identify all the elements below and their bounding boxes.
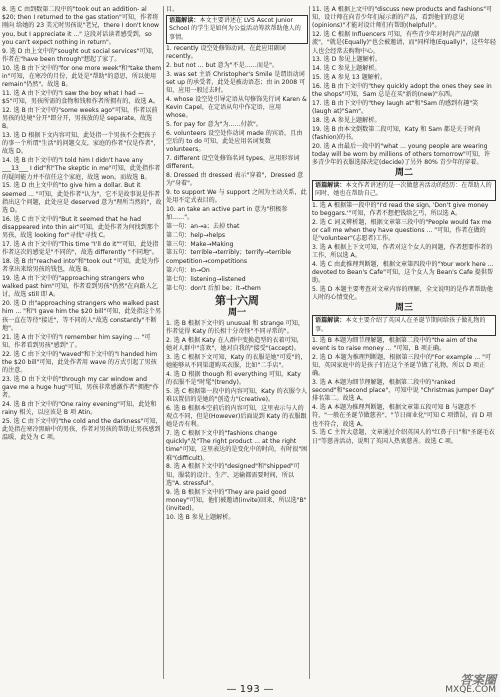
- answer-item: 第三句：Make→Making: [166, 240, 234, 248]
- answer-item: 7. 选 C 根据下文中的"fashions change quickly"及"The right product ... at the right time"可知，这里表达的是变化中的时尚，有时很"困难"(difficult)。: [166, 430, 308, 462]
- answer-item: 1. 选 B 本题为细节理解题，根据第二段中的"the aim of the event is to raise money ... "可知，B 项正确。: [312, 336, 478, 353]
- answer-item: 21. 选 A 由下文中的"I remember him saying ... "可知，作者看到男孩"感到"了。: [2, 333, 151, 349]
- column-divider: [309, 6, 310, 679]
- summary-tag: 语篇解读：: [315, 317, 346, 325]
- answer-item: 20. 选 A 由最后一段中的"what ... young people are wearing today will be worn by millions of others tomorrow"可知，许多青少年的衣服选择决定(decide)了另外 80% 青少年的穿着。: [312, 142, 491, 166]
- answer-item: 11. 选 A 由下文中的"I saw the boy what I had — $5"可知，男孩所需的食物和钱和作者所拥有的，故选 A。: [2, 89, 159, 106]
- answer-list: [312, 6, 496, 167]
- answer-item: 10. an take an active part in 意为"积极参加……"。: [166, 206, 288, 222]
- answer-item: 13. 选 D 参见上题解析。: [312, 56, 381, 64]
- answer-item: 8. Dressed 由 dressed 表示"穿着"，Dressed 意为"身着"。: [166, 172, 304, 188]
- summary-tag: 语篇解读：: [315, 182, 346, 190]
- answer-item: 24. 选 B 由下文中的"One rainy evening"可知，此处和 rainy 相关，以应该是 B 项 Atin。: [2, 401, 157, 417]
- answer-item: 19. 选 A 由下文中的"approaching strangers who walked past him"可知，作者看到男孩"仍然"在向路人乞讨，故选 still 即 A。: [2, 275, 158, 299]
- answer-item: 9. to support We 与 support 之间为主动关系，此处用不定式表目的。: [166, 189, 307, 205]
- answer-item: 5. 选 C 根据第一段中的内容可知，Katy 的衣服令人难以置信的是她的"创造力"(creative)。: [166, 387, 308, 403]
- summary-box: [312, 180, 496, 200]
- answer-item: 18. 选 A 参见上题解析。: [312, 116, 381, 124]
- answer-item: 第七句：don't 后加 be；it→them: [166, 284, 261, 292]
- answer-item: 17. 选 A 由下文中的"This time "I'll do it""可知，此处指作者这次的感觉是"不同的"，故选 differently "不同地"。: [2, 241, 159, 257]
- summary-box: [312, 315, 496, 335]
- answer-item: 20. 选 D 由"approaching strangers who walked past him ... "和"I gave him the $20 bill"可知，此处指这个男孩一直在等待"接近"，等不同的人"故选 constantly"不断地"。: [2, 300, 162, 332]
- answer-item: 1. recently 设空处修饰动词，在此应用副词 recently。: [166, 44, 286, 61]
- summary-box: [166, 15, 308, 44]
- answer-item: 2. 选 A 根据 Katy 在人群中变换造型的衣着可知，她对人群中"喜欢"，她对自我的"接受"(accept)。: [166, 336, 303, 352]
- answer-item: 11. 选 A 根据上文中的"discuss new products and fashions"可知，设计师在向青少年们展示新的产品，看到他们的意见(opinions)"才能对设计师们有帮助(helpful)"。: [312, 6, 493, 30]
- answer-item: 4. whose 设空处引导定语从句修饰先行词 Karen & Kevin Capel，在定语从句中作定语，应用 whose。: [166, 95, 307, 120]
- day-title: 周二: [394, 168, 413, 179]
- answer-item: 2. but not ... but 意为"不是……而是"。: [166, 61, 278, 69]
- answer-item: 16. 选 B 由下文中的"they quickly adopt the ones they see in the shops"可知，Sam 总是在买"新的(new)"东西。: [312, 82, 492, 98]
- answer-item: 10. 选 B 由下文中的"for one more week"和"take them in"可知，在寒冷的月份，此处是"帮助"的意思，所以使用 remain"仍然"。故选 B。: [2, 64, 162, 89]
- answer-item: 6. volunteers 设空处作动词 made 的宾语，且由空后的 to do 可知，此处应用名词复数 volunteers。: [166, 129, 303, 154]
- answer-item: 8. 选 C 由到数第二段中的"took out an addition- al $20; then I returned to the gas station"可知，作者将刚向 给她的 23 美元时男孩说"老兄，there I don't know you, but I appreciate it ..." 这段对话读者感受到，so you can't expect nothing in return"。: [2, 6, 160, 46]
- answer-item: 5. 选 D 本题主要考查对文章内容的理解，全文说明的是作者帮助他人时的心情变化。: [312, 286, 493, 302]
- answer-item: 5. 选 C 主旨大意题，文章通过介绍英国人的"红鼻子日"和"圣诞毛衣日"等慈善活动，说明了英国人热衷慈善。故选 C 项。: [312, 429, 495, 445]
- summary-text: 本文主要介绍了英国人在圣诞节期间给孩子做礼物的事。: [315, 317, 486, 333]
- answer-item: 15. 选 D 由上文中的"to give him a dollar. But it seemed ... "可知，此处作者"认为"，它不是故事说是作者指出这个问题，此处应是 deserved 意为"理所当然的"，故选 D。: [2, 182, 162, 215]
- answer-item: 14. 选 B 由下文中的"I told him I didn't have any ___13___ I did"和"The skeptic in me"可知，此处指作者的疑问能力并不信任这个家庭，故选 won。而故选 B。: [2, 157, 161, 181]
- answer-item: 1. 选 B 根据下文中的 unusual 和 strange 可知，作者觉得 Katy 的长相十分奇怪"不同寻常的"。: [166, 319, 304, 335]
- answer-item: 6. 选 B 根据本空前后的内容可知，这里表示与人的观点不同，但是(However)后面说到 Katy 的衣服跟她是否有利。: [166, 404, 307, 429]
- answer-item: 12. 选 B 由下文中的"some weeks ago"可知，作者以前男孩的处境"分开"即分开，男孩放的是 separate，故选 B。: [2, 106, 158, 131]
- answer-item: 3. 选 A 本题为细节理解题，根据第二段中的"ranked second"和"second place"，可知中说 "Christmas Jumper Day" 排名第二。故选 A。: [312, 379, 495, 403]
- answer-item: 17. 选 B 由下文中的"they laugh at"和"Sam 的感到有趣"笑(laugh at)"Sam"。: [312, 99, 479, 115]
- page-number-value: 193: [239, 684, 261, 695]
- answer-item: 19. 选 B 由本文倒数第二段可知，Katy 和 Sam 都是关于时尚(fashion)的书。: [312, 125, 481, 141]
- answer-item: 3. was set 主语 Christopher's Smile 是谓语动词 set up 的承受者，此处是被动语态；由 in 2008 可知，应用一般过去时。: [166, 70, 306, 95]
- answer-item: 第五句：terrible→terribly；terrify→terrible: [166, 249, 292, 257]
- summary-tag: 语篇解读：: [169, 17, 200, 25]
- answer-list: [312, 202, 496, 303]
- summary-text: 本文主要讲述在 LVS Ascot Junior School 的学生是如何为公益活动筹款帮助他人的事情。: [169, 17, 301, 41]
- answer-item: 第二句：help→helps: [166, 231, 226, 239]
- answer-item: 12. 选 C 根据 Influencers 可知，有些青少年对时尚产品的潮流"，"就是(Equally)"也会被邀请，而"同样地(Equally)"，这些年轻人也会经常去购物中心。: [312, 31, 496, 55]
- answer-item: 4. 选 D 根据 though 和 everything 可知，Katy 的衣服不是"时髦"(trendy)。: [166, 370, 301, 386]
- column-right: [312, 6, 496, 681]
- answer-item: 3. 选 A 根据上下文可知，作者对这个女人的问题，作者想要作者的工作，所以选 A。: [312, 243, 493, 260]
- column-divider: [163, 6, 164, 679]
- paragraph: 目。: [166, 6, 179, 13]
- answer-item: 第六句：In→On: [166, 267, 210, 274]
- watermark-url: MXQE.COM: [445, 685, 496, 695]
- column-left: [2, 6, 162, 681]
- answer-item: 25. 选 C 由下文中的"the cold and the darkness"可知，此处指在寒冷黑暗中的男孩，作者对男孩的帮助让男孩感到温暖，此处为 C 项。: [2, 418, 162, 442]
- answer-item: 16. 选 C 由下文中的"But it seemed that he had disappeared into thin air"可知，此处作者为何找到那个男孩，故选 looking for"寻找"寻找 C。: [2, 215, 159, 240]
- correction-list: [166, 223, 308, 293]
- answer-list: [166, 320, 308, 522]
- answer-item: 18. 选 B 由"reached into"和"took out "可知，此处为作者拿出来给男孩的钱包，故选 B。: [2, 258, 160, 274]
- answer-item: 15. 选 A 参见 13 题解析。: [312, 74, 386, 81]
- answer-item: 8. 选 A 根据下文中的"designed"和"shipped"可知，服装的设计、生产、运输都需要时间，所以选"A. stressful"。: [166, 463, 300, 487]
- answer-item: competition→competitions: [166, 258, 248, 266]
- answer-item: 9. 选 B 根据下文中的"They are paid good money"可知，他们被邀请(invite)回来，所以选"B"(invited)。: [166, 488, 307, 513]
- answer-item: 2. 选 C 词义辨析题，根据文章第三段中的"People would fax me or call me when they have questions ... "可知，作者在做的是"volunteer"(志愿者)工作。: [312, 218, 492, 243]
- answer-item: 14. 选 C 参见上题解析。: [312, 65, 381, 73]
- day-title: 周三: [394, 303, 413, 314]
- answer-item: 1. 选 A 根据第一段中的"I'd read the sign, 'Don't give money to beggars.'"可知，作者不想把钱给乞丐，所以选 A。: [312, 201, 489, 217]
- answer-list: [312, 337, 496, 446]
- answer-item: 7. different 设空处修饰名词 types，应用形容词 different。: [166, 155, 300, 171]
- week-title: 第十六周: [215, 293, 259, 307]
- answer-list: [166, 45, 308, 223]
- answer-item: 9. 选 D 由上文中的"sought out social services"可知，作者在"have been through"想起了家了。: [2, 47, 158, 63]
- answer-item: 3. 选 C 根据下文可知，Katy 的衣服是她"可爱"的，她能够从不同渠道购买衣服，比如"二手店"。: [166, 353, 307, 369]
- answer-item: 第一句：an→a；去掉 that: [166, 223, 240, 231]
- day-title: 周一: [227, 307, 246, 318]
- watermark: [445, 675, 496, 695]
- answer-item: 2. 选 D 本题为推理判断题，根据第三段中的"For example ... "可知，英国家庭中的是孩子们在这个圣诞节做了礼物，所以 D 项正确。: [312, 353, 491, 378]
- column-middle: [166, 6, 308, 681]
- summary-text: 本文作者讲述的是一次做慈善活动的经历：在帮助人的同时，她也在帮助自己。: [315, 182, 492, 198]
- answer-item: 10. 选 B 参见上题解析。: [166, 513, 235, 521]
- answer-item: 4. 选 A 本题为推理判断题，根据文章第五段可知 B 与题意不符，"一般在圣诞节做慈善"、"节日商业化"可知 C 项错误，而 D 项也不符合，故选 A。: [312, 404, 493, 428]
- answer-item: 5. for pay for 意为"为……付款"。: [166, 121, 262, 129]
- watermark-logo-text: 答案圈: [459, 673, 496, 687]
- answer-item: 第七句：listening→listened: [166, 275, 246, 283]
- answer-item: 23. 选 D 由下文中的"through my car window and gave me a huge hug"可知，男孩非常感激作者"拥抱"作者。: [2, 375, 159, 400]
- answer-item: 22. 选 C 由下文中的"waved"和下文中的"I handed him the $20 bill"可知，此处作者用 wave 的方式引起了男孩的注意。: [2, 350, 158, 375]
- page-number: — 193 —: [226, 684, 274, 695]
- answer-item: 13. 选 D 根据下文内容可知，此处指一个男孩不会把孩子的事一个所谓"生活"的问题交友，家庭的作者"仅是作者"，故选 D。: [2, 132, 160, 156]
- answer-item: 4. 选 C 由此推理判断题，根据文章第四段中的"Your work here ... devoted to Bean's Cafe"可知，这个女人为 Bean's Cafe 提供帮助。: [312, 260, 494, 285]
